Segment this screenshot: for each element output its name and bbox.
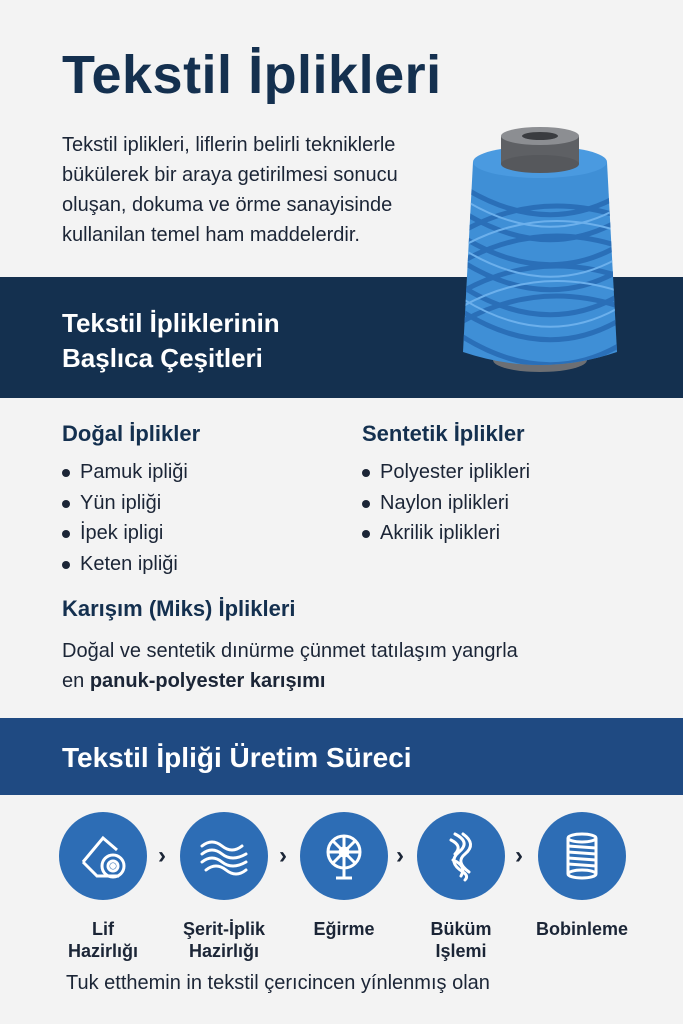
types-banner-line2: Başlıca Çeşitleri	[62, 343, 263, 373]
step-label-line2: Hazirlığı	[188, 941, 259, 961]
step-label-line1: Büküm	[430, 919, 492, 939]
step-label-line1: Bobinleme	[535, 919, 628, 939]
chevron-right-icon: ›	[515, 842, 523, 869]
list-item: Pamuk ipliği	[62, 457, 188, 488]
footer-text: Tuk etthemin in tekstil çerıcincen yínlenmış olan	[66, 972, 490, 994]
chevron-right-icon: ›	[158, 842, 166, 869]
step-label-line2: Işlemi	[435, 941, 487, 961]
mix-text-line1: Doğal ve sentetik dınürme çünmet tatılaşım yangrla	[62, 640, 518, 662]
synthetic-list	[362, 457, 530, 549]
bobbin-icon	[538, 812, 626, 900]
types-banner-title	[62, 306, 280, 376]
synthetic-heading: Sentetik İplikler	[362, 421, 525, 446]
chevron-right-icon: ›	[279, 842, 287, 869]
step-label	[522, 918, 642, 940]
mix-description	[62, 636, 642, 696]
natural-list	[62, 457, 188, 579]
process-step-fiber	[43, 812, 163, 962]
twist-icon	[417, 812, 505, 900]
types-banner-line1: Tekstil İpliklerinin	[62, 308, 280, 338]
natural-heading: Doğal İplikler	[62, 421, 201, 446]
step-label	[284, 918, 404, 940]
step-label	[401, 918, 521, 962]
spinning-wheel-icon	[300, 812, 388, 900]
process-step-bobbin	[522, 812, 642, 940]
process-step-twist	[401, 812, 521, 962]
mix-text-bold: panuk-polyester karışımı	[89, 670, 326, 692]
list-item: Keten ipliği	[62, 549, 188, 580]
list-item: Polyester iplikleri	[362, 457, 530, 488]
process-step-sliver	[164, 812, 284, 962]
step-label	[43, 918, 163, 962]
mix-text-line2	[62, 666, 642, 696]
list-item: Naylon iplikleri	[362, 488, 530, 519]
chevron-right-icon: ›	[396, 842, 404, 869]
list-item: Akrilik iplikleri	[362, 518, 530, 549]
list-item: İpek ipligi	[62, 518, 188, 549]
list-item: Yün ipliği	[62, 488, 188, 519]
mix-heading: Karışım (Miks) İplikleri	[62, 596, 296, 621]
fiber-roll-icon	[59, 812, 147, 900]
intro-text: Tekstil iplikleri, liflerin belirli tekniklerle bükülerek bir araya getirilmesi sonucu oluşan, dokuma ve örme sanayisinde kullanilan temel ham maddelerdir.	[62, 134, 398, 246]
step-label-line1: Lif	[92, 919, 114, 939]
step-label	[164, 918, 284, 962]
page-title: Tekstil İplikleri	[62, 45, 442, 105]
thread-spool-icon	[455, 122, 625, 382]
step-label-line1: Şerit-İplik	[182, 919, 266, 939]
step-label-line1: Eğirme	[313, 919, 375, 939]
process-step-spinning	[284, 812, 404, 940]
mix-text-prefix: en	[62, 670, 90, 692]
step-label-line2: Hazirlığı	[67, 941, 138, 961]
sliver-wave-icon	[180, 812, 268, 900]
process-heading: Tekstil İpliği Üretim Süreci	[62, 742, 412, 773]
